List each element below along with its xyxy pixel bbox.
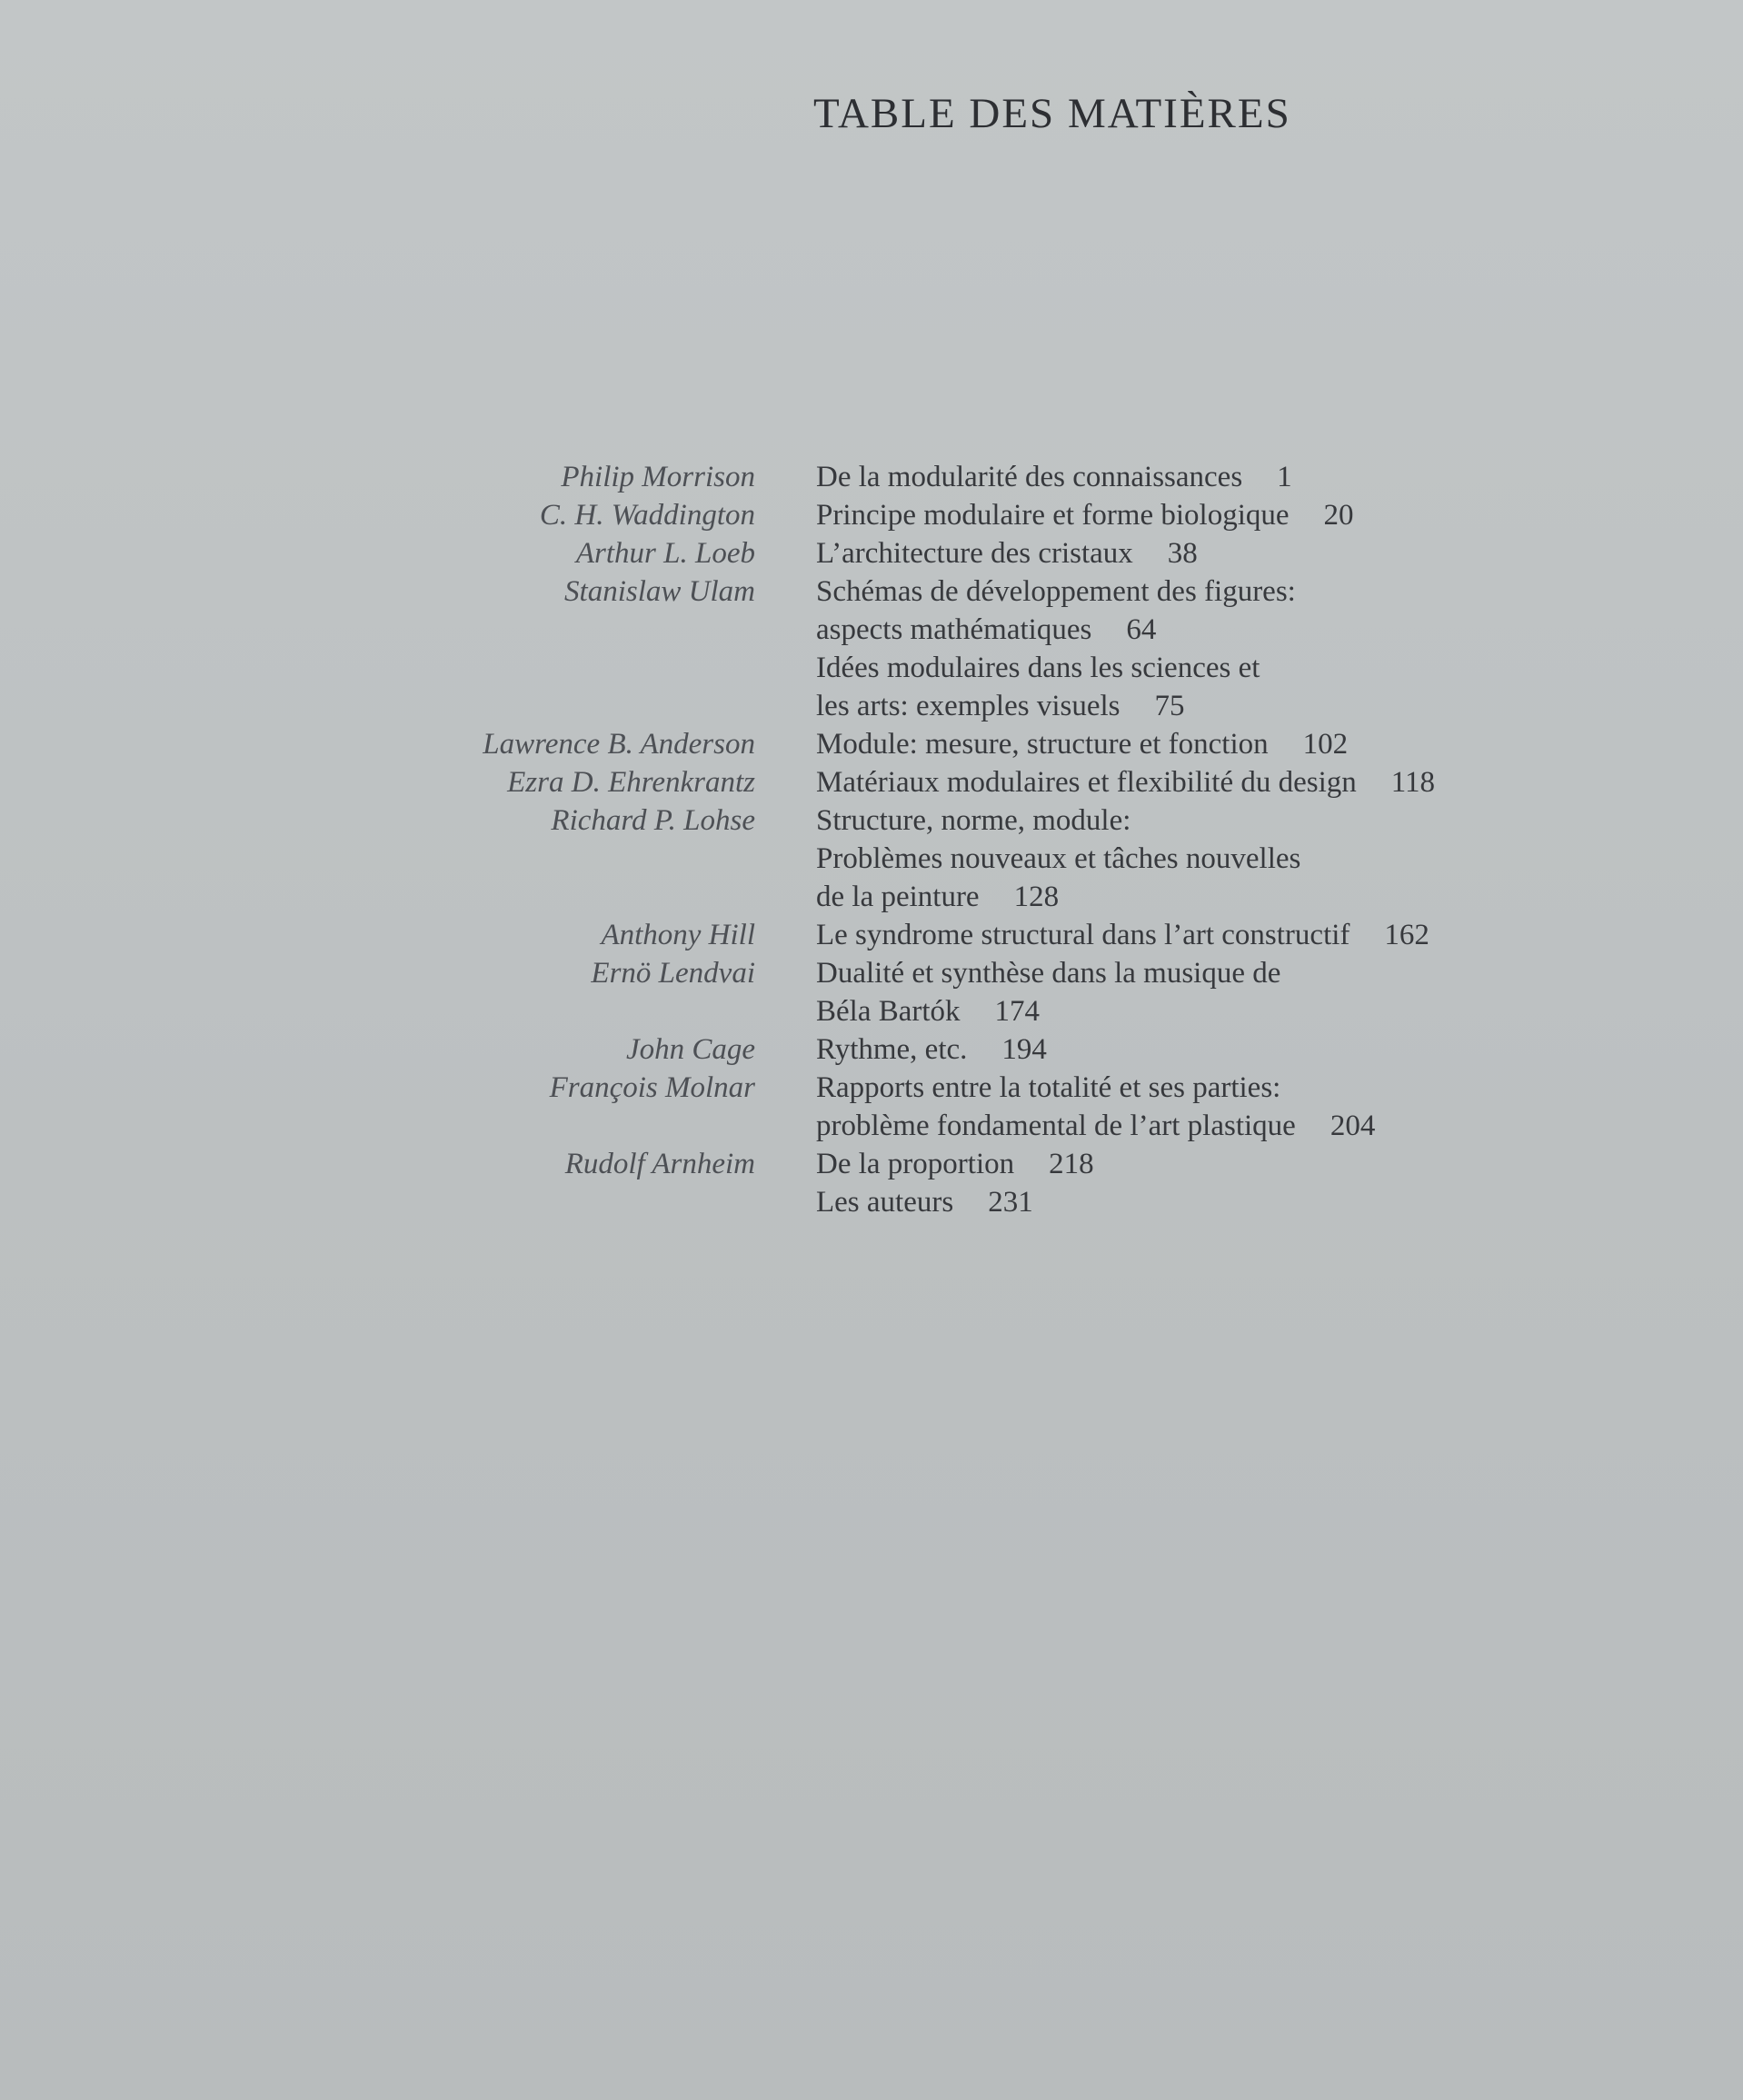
toc-page-number: 20 (1323, 499, 1354, 532)
toc-entry-title: aspects mathématiques (816, 613, 1092, 646)
toc-entry-title: Principe modulaire et forme biologique (816, 499, 1290, 532)
toc-author: Philip Morrison (561, 461, 755, 493)
toc-row (0, 878, 1743, 916)
toc-row (0, 1069, 1743, 1107)
table-of-contents (0, 458, 1743, 1221)
toc-entry (816, 1107, 1375, 1145)
toc-entry (816, 954, 1315, 992)
page-title: TABLE DES MATIÈRES (813, 90, 1291, 137)
toc-page-number: 194 (1001, 1033, 1047, 1066)
toc-page-number: 64 (1126, 613, 1157, 646)
toc-entry (816, 687, 1185, 725)
toc-page-number: 75 (1154, 690, 1185, 722)
toc-row (0, 725, 1743, 763)
toc-entry-title: Module: mesure, structure et fonction (816, 728, 1269, 761)
toc-page-number: 38 (1167, 537, 1198, 570)
toc-page-number: 128 (1013, 881, 1060, 913)
toc-entry (816, 458, 1292, 496)
toc-author: François Molnar (549, 1071, 755, 1104)
toc-entry-title: Rythme, etc. (816, 1033, 968, 1066)
toc-row (0, 954, 1743, 992)
toc-author: Anthony Hill (601, 919, 755, 951)
toc-row (0, 611, 1743, 649)
toc-entry-title: Idées modulaires dans les sciences et (816, 652, 1260, 684)
toc-author: Arthur L. Loeb (575, 537, 755, 570)
toc-entry (816, 878, 1059, 916)
toc-entry-title: Béla Bartók (816, 995, 961, 1028)
toc-row (0, 992, 1743, 1030)
toc-row (0, 1030, 1743, 1069)
toc-row (0, 1107, 1743, 1145)
toc-entry-title: Structure, norme, module: (816, 804, 1131, 837)
toc-entry-title: Schémas de développement des figures: (816, 575, 1296, 608)
toc-entry-title: Rapports entre la totalité et ses parties: (816, 1071, 1281, 1104)
toc-entry (816, 496, 1354, 534)
toc-entry-title: L’architecture des cristaux (816, 537, 1133, 570)
toc-row (0, 916, 1743, 954)
toc-entry-title: Les auteurs (816, 1186, 954, 1219)
toc-page-number: 162 (1384, 919, 1429, 951)
toc-author: John Cage (625, 1033, 755, 1066)
toc-row (0, 496, 1743, 534)
toc-row (0, 572, 1743, 611)
toc-entry-title: De la modularité des connaissances (816, 461, 1243, 493)
toc-entry-title: Matériaux modulaires et flexibilité du design (816, 766, 1357, 799)
toc-entry (816, 1030, 1047, 1069)
toc-row (0, 1183, 1743, 1221)
toc-page-number: 102 (1302, 728, 1349, 761)
toc-author: C. H. Waddington (539, 499, 755, 532)
toc-entry-title: De la proportion (816, 1148, 1015, 1180)
toc-entry-title: Dualité et synthèse dans la musique de (816, 957, 1281, 990)
toc-entry-title: les arts: exemples visuels (816, 690, 1120, 722)
toc-entry (816, 916, 1429, 954)
toc-row (0, 840, 1743, 878)
toc-entry (816, 801, 1165, 840)
toc-page-number: 231 (988, 1186, 1033, 1219)
toc-page-number: 174 (994, 995, 1041, 1028)
toc-row (0, 458, 1743, 496)
toc-page-number: 118 (1390, 766, 1436, 799)
toc-entry (816, 1183, 1033, 1221)
toc-author: Ernö Lendvai (591, 957, 755, 990)
toc-page-number: 1 (1277, 461, 1292, 493)
toc-entry-title: problème fondamental de l’art plastique (816, 1110, 1296, 1142)
toc-entry (816, 1069, 1315, 1107)
toc-author: Lawrence B. Anderson (483, 728, 755, 761)
toc-entry (816, 763, 1435, 801)
toc-entry (816, 992, 1040, 1030)
toc-entry (816, 572, 1330, 611)
toc-row (0, 687, 1743, 725)
toc-page-number: 218 (1049, 1148, 1094, 1180)
toc-entry (816, 1145, 1094, 1183)
toc-entry (816, 649, 1294, 687)
toc-row (0, 801, 1743, 840)
toc-author: Richard P. Lohse (551, 804, 755, 837)
toc-entry (816, 534, 1198, 572)
toc-row (0, 1145, 1743, 1183)
toc-author: Stanislaw Ulam (564, 575, 755, 608)
toc-row (0, 649, 1743, 687)
toc-entry (816, 840, 1335, 878)
toc-entry (816, 725, 1348, 763)
toc-entry (816, 611, 1156, 649)
toc-entry-title: de la peinture (816, 881, 980, 913)
toc-page-number: 204 (1330, 1110, 1376, 1142)
toc-author: Rudolf Arnheim (564, 1148, 755, 1180)
toc-row (0, 763, 1743, 801)
toc-entry-title: Problèmes nouveaux et tâches nouvelles (816, 842, 1301, 875)
toc-entry-title: Le syndrome structural dans l’art constructif (816, 919, 1350, 951)
toc-row (0, 534, 1743, 572)
toc-author: Ezra D. Ehrenkrantz (507, 766, 755, 799)
